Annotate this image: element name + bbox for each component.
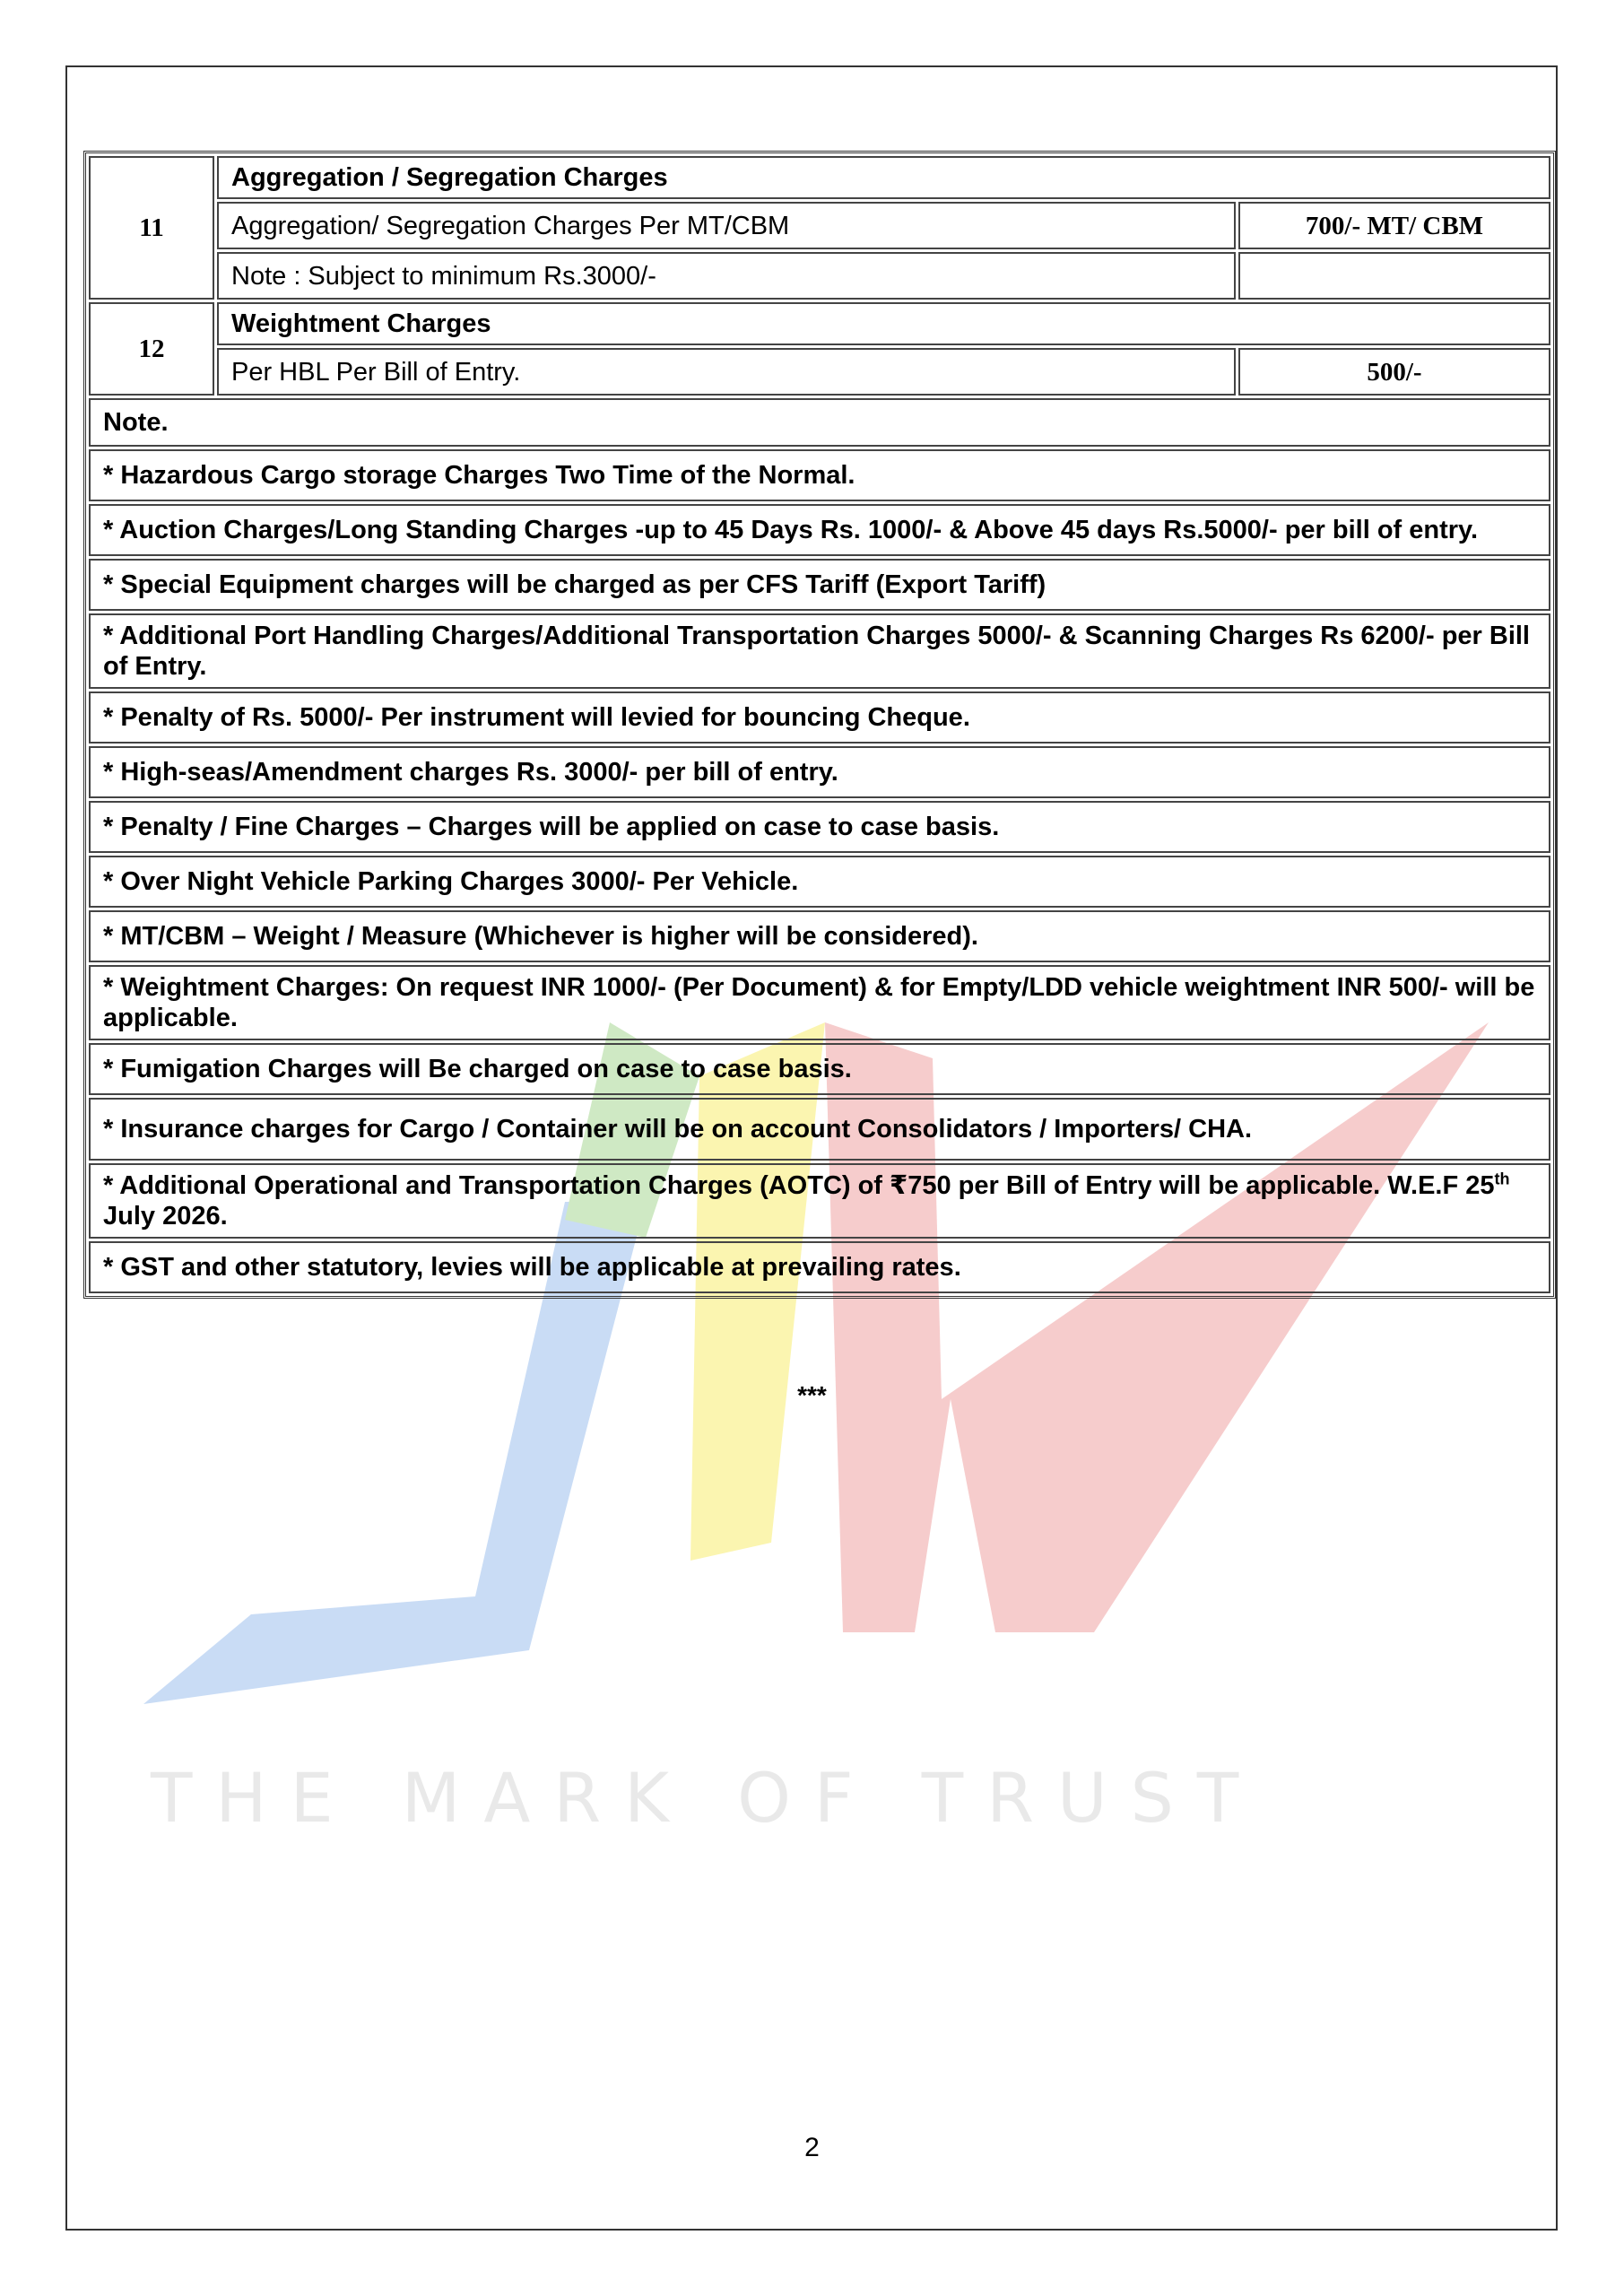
tariff-table-frame (83, 151, 1556, 1299)
table-row (89, 348, 1550, 396)
table-row (89, 449, 1550, 501)
item-number: 11 (89, 156, 214, 300)
table-row (89, 965, 1550, 1040)
table-row (89, 202, 1550, 249)
table-row (89, 856, 1550, 908)
item-rate: 500/- (1238, 348, 1550, 396)
note-item-gst: * GST and other statutory, levies will be applicable at prevailing rates. (89, 1241, 1550, 1293)
tariff-table (86, 153, 1553, 1296)
note-item-aotc (89, 1163, 1550, 1239)
item-heading: Aggregation / Segregation Charges (217, 156, 1550, 199)
note-item: * Penalty / Fine Charges – Charges will be applied on case to case basis. (89, 801, 1550, 853)
table-row (89, 613, 1550, 689)
aotc-superscript: th (1494, 1170, 1510, 1188)
end-mark: *** (797, 1381, 827, 1409)
aotc-text: * Additional Operational and Transportation Charges (AOTC) of ₹750 per Bill of Entry will be applicable. W.E.F 25 (103, 1171, 1495, 1200)
note-item: * High-seas/Amendment charges Rs. 3000/- per bill of entry. (89, 746, 1550, 798)
table-row (89, 156, 1550, 199)
note-item: * Special Equipment charges will be charged as per CFS Tariff (Export Tariff) (89, 559, 1550, 611)
item-rate (1238, 252, 1550, 300)
table-row (89, 504, 1550, 556)
notes-title: Note. (89, 398, 1550, 447)
item-number: 12 (89, 302, 214, 396)
note-item: * Hazardous Cargo storage Charges Two Time of the Normal. (89, 449, 1550, 501)
table-row (89, 746, 1550, 798)
note-item: * Over Night Vehicle Parking Charges 3000/- Per Vehicle. (89, 856, 1550, 908)
table-row (89, 559, 1550, 611)
note-item: * Insurance charges for Cargo / Container will be on account Consolidators / Importers/ CHA. (89, 1098, 1550, 1161)
item-heading: Weightment Charges (217, 302, 1550, 345)
item-description: Aggregation/ Segregation Charges Per MT/CBM (217, 202, 1236, 249)
note-item: * Penalty of Rs. 5000/- Per instrument will levied for bouncing Cheque. (89, 691, 1550, 744)
note-item: * Additional Port Handling Charges/Additional Transportation Charges 5000/- & Scanning Charges Rs 6200/- per Bill of Entry. (89, 613, 1550, 689)
table-row (89, 302, 1550, 345)
table-row (89, 398, 1550, 447)
watermark-tagline: THE MARK OF TRUST (151, 1758, 1263, 1838)
table-row (89, 252, 1550, 300)
page-number: 2 (804, 2133, 820, 2162)
table-row (89, 1163, 1550, 1239)
aotc-tail: July 2026. (103, 1202, 228, 1231)
table-row (89, 910, 1550, 962)
item-rate: 700/- MT/ CBM (1238, 202, 1550, 249)
table-row (89, 801, 1550, 853)
note-item: * Auction Charges/Long Standing Charges -up to 45 Days Rs. 1000/- & Above 45 days Rs.5000/- per bill of entry. (89, 504, 1550, 556)
table-row (89, 1241, 1550, 1293)
item-description: Note : Subject to minimum Rs.3000/- (217, 252, 1236, 300)
table-row (89, 1098, 1550, 1161)
note-item: * MT/CBM – Weight / Measure (Whichever is higher will be considered). (89, 910, 1550, 962)
table-row (89, 691, 1550, 744)
note-item: * Weightment Charges: On request INR 1000/- (Per Document) & for Empty/LDD vehicle weightment INR 500/- will be applicable. (89, 965, 1550, 1040)
table-row (89, 1043, 1550, 1095)
note-item: * Fumigation Charges will Be charged on case to case basis. (89, 1043, 1550, 1095)
item-description: Per HBL Per Bill of Entry. (217, 348, 1236, 396)
